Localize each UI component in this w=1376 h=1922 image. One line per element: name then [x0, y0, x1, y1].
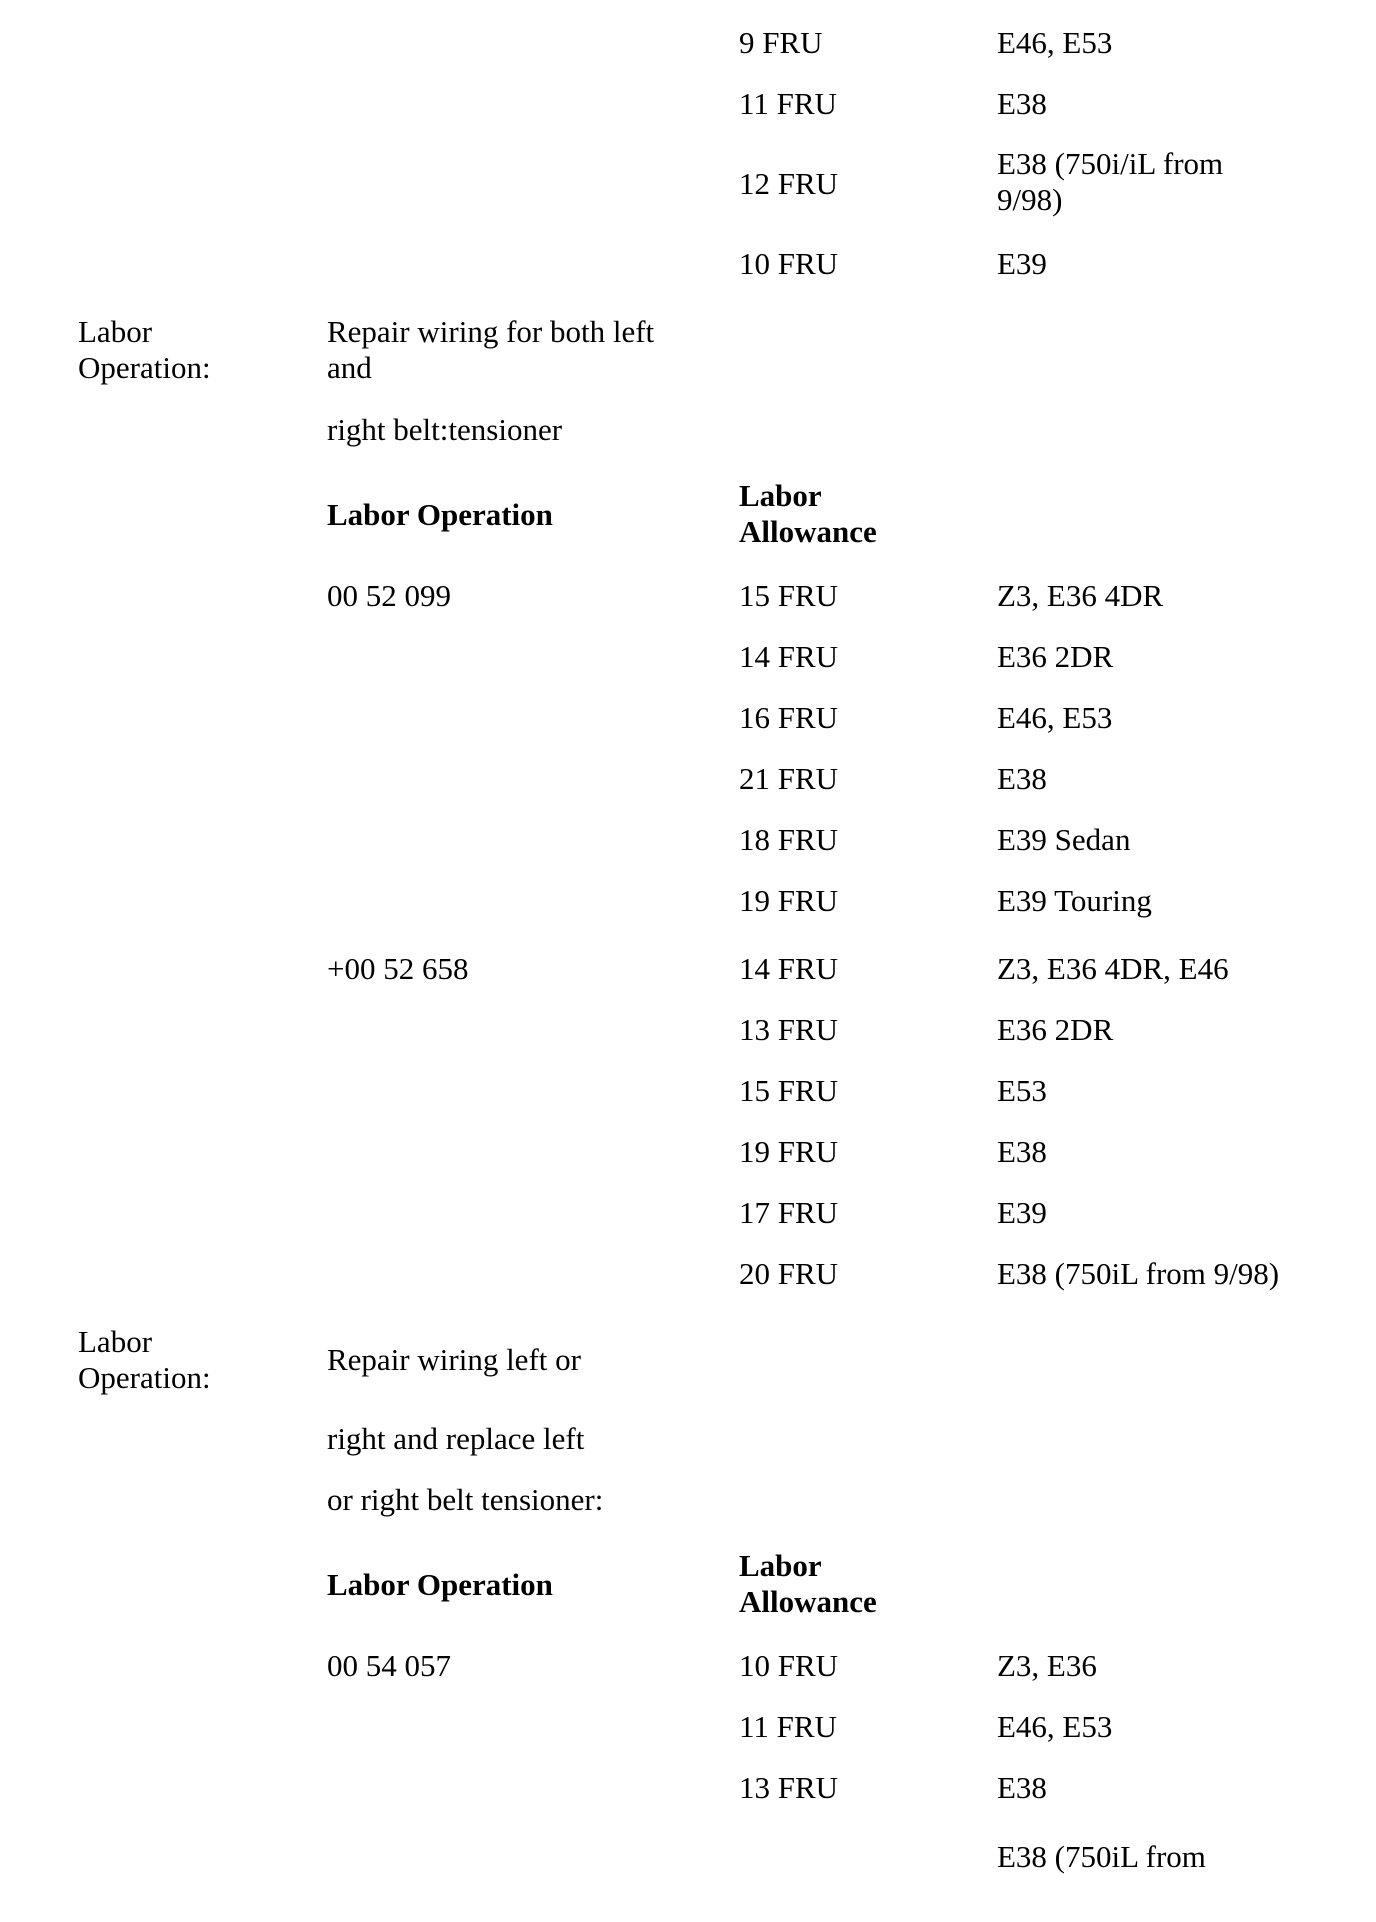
allowance-cell: 10 FRU [739, 1648, 839, 1683]
operation-description: Repair wiring left or [327, 1342, 581, 1377]
allowance-cell: 13 FRU [739, 1012, 839, 1047]
model-cell: E36 2DR [997, 1012, 1114, 1047]
allowance-cell: 19 FRU [739, 883, 839, 918]
allowance-cell: 16 FRU [739, 700, 839, 735]
operation-description: right and replace left [327, 1421, 585, 1456]
model-cell: E36 2DR [997, 639, 1114, 674]
column-header-labor-allowance: Allowance [739, 514, 877, 549]
model-cell: E39 [997, 1195, 1047, 1230]
allowance-cell: 11 FRU [739, 86, 837, 121]
model-cell: E38 (750iL from 9/98) [997, 1256, 1280, 1291]
labor-operation-label: Labor [78, 314, 153, 349]
allowance-cell: 17 FRU [739, 1195, 839, 1230]
allowance-cell: 12 FRU [739, 166, 839, 201]
model-cell: E39 [997, 246, 1047, 281]
model-cell: E39 Sedan [997, 822, 1131, 857]
model-cell: E38 [997, 1134, 1047, 1169]
operation-description: or right belt tensioner: [327, 1482, 604, 1517]
model-cell: E39 Touring [997, 883, 1152, 918]
allowance-cell: 20 FRU [739, 1256, 839, 1291]
operation-code: +00 52 658 [327, 951, 469, 986]
model-cell: E38 [997, 761, 1047, 796]
model-cell: E46, E53 [997, 25, 1113, 60]
allowance-cell: 14 FRU [739, 951, 839, 986]
model-cell: Z3, E36 [997, 1648, 1097, 1683]
allowance-cell: 11 FRU [739, 1709, 837, 1744]
operation-description: right belt:tensioner [327, 412, 563, 447]
allowance-cell: 19 FRU [739, 1134, 839, 1169]
operation-code: 00 54 057 [327, 1648, 451, 1683]
allowance-cell: 18 FRU [739, 822, 839, 857]
column-header-labor-allowance: Labor [739, 1548, 822, 1583]
operation-description: Repair wiring for both left [327, 314, 655, 349]
model-cell: Z3, E36 4DR [997, 578, 1164, 613]
model-cell: E38 [997, 86, 1047, 121]
model-cell: E38 (750i/iL from [997, 146, 1224, 181]
column-header-labor-allowance: Allowance [739, 1584, 877, 1619]
model-cell: E38 [997, 1770, 1047, 1805]
allowance-cell: 10 FRU [739, 246, 839, 281]
allowance-cell: 14 FRU [739, 639, 839, 674]
allowance-cell: 15 FRU [739, 1073, 839, 1108]
model-cell: E53 [997, 1073, 1047, 1108]
allowance-cell: 13 FRU [739, 1770, 839, 1805]
model-cell: Z3, E36 4DR, E46 [997, 951, 1229, 986]
model-cell: E38 (750iL from [997, 1839, 1206, 1874]
operation-description: and [327, 350, 372, 385]
model-cell: E46, E53 [997, 700, 1113, 735]
allowance-cell: 9 FRU [739, 25, 823, 60]
column-header-labor-allowance: Labor [739, 478, 822, 513]
model-cell: E46, E53 [997, 1709, 1113, 1744]
operation-code: 00 52 099 [327, 578, 451, 613]
column-header-labor-operation: Labor Operation [327, 1567, 553, 1602]
allowance-cell: 21 FRU [739, 761, 839, 796]
labor-operation-label: Operation: [78, 1360, 211, 1395]
labor-operation-label: Labor [78, 1324, 153, 1359]
model-cell: 9/98) [997, 182, 1063, 217]
column-header-labor-operation: Labor Operation [327, 497, 553, 532]
labor-operation-label: Operation: [78, 350, 211, 385]
allowance-cell: 15 FRU [739, 578, 839, 613]
